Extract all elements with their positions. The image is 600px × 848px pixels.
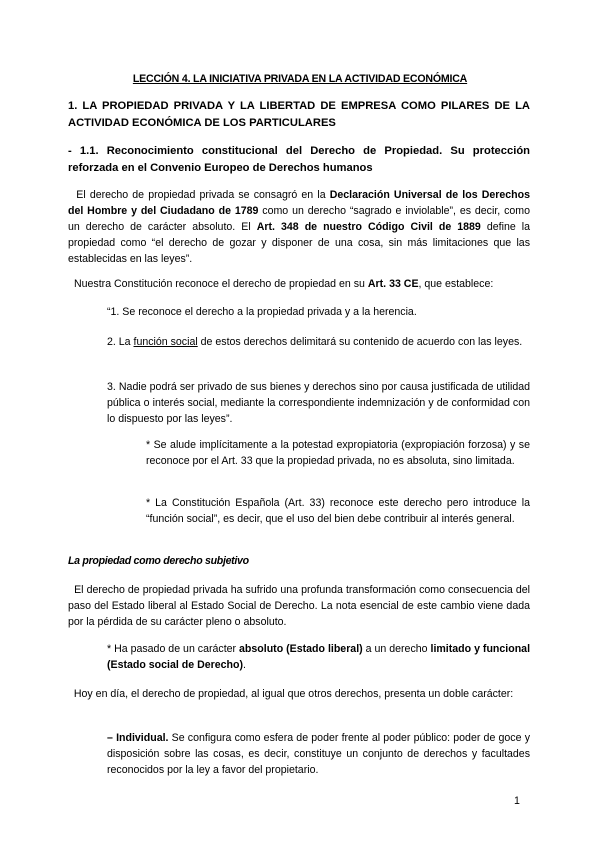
text: El derecho de propiedad privada se consagró en la — [76, 189, 330, 201]
text: define la propiedad como “el derecho de gozar y disponer de una cosa, sin más limitaciones que las establecidas en las leyes”. — [68, 221, 531, 265]
text: Hoy en día, el derecho de propiedad, al igual que otros derechos, presenta un doble carácter: — [73, 688, 514, 700]
text: a un derecho — [362, 643, 431, 655]
bold-text: Art. 348 de nuestro Código Civil de 1889 — [256, 221, 481, 233]
text: , que establece: — [418, 278, 494, 290]
text: . — [243, 659, 246, 671]
note-social-function: * La Constitución Española (Art. 33) reconoce este derecho pero introduce la “función social”, es decir, que el uso del bien debe contribuir al interés general. — [146, 497, 530, 525]
paragraph-individual — [107, 730, 530, 778]
note-expropiation: * Se alude implícitamente a la potestad expropiatoria (expropiación forzosa) y se reconoce por el Art. 33 que la propiedad privada, no es absoluta, sino limitada. — [146, 439, 530, 467]
paragraph-declaration — [68, 187, 530, 267]
page-number: 1 — [514, 795, 520, 807]
document-title: LECCIÓN 4. LA INICIATIVA PRIVADA EN LA ACTIVIDAD ECONÓMICA — [132, 73, 468, 85]
quote-point-2 — [107, 334, 530, 350]
bold-text: Declaración Universal de los Derechos del Hombre y del Ciudadano de 1789 — [68, 189, 531, 217]
paragraph-transformation — [68, 582, 530, 630]
text: de estos derechos delimitará su contenido de acuerdo con las leyes. — [197, 336, 523, 348]
underlined-text: función social — [133, 336, 198, 348]
text: El derecho de propiedad privada ha sufrido una profunda transformación como consecuencia del paso del Estado liberal al Estado Social de Derecho. La nota esencial de este cambio viene dada por la pérdida de su carácter pleno o absoluto. — [68, 584, 530, 628]
bold-text: Art. 33 CE — [367, 278, 419, 290]
text: * Ha pasado de un carácter — [107, 643, 240, 655]
text: Nuestra Constitución reconoce el derecho de propiedad en su — [74, 278, 368, 290]
section-heading: 1. LA PROPIEDAD PRIVADA Y LA LIBERTAD DE EMPRESA COMO PILARES DE LA ACTIVIDAD ECONÓMICA DE LOS PARTICULARES — [68, 100, 530, 129]
text: Se configura como esfera de poder frente al poder público: poder de goce y disposición sobre las cosas, es decir, constituye un conjunto de derechos y facultades reconocidos por la ley a favor del propietario. — [107, 732, 530, 776]
text: 2. La — [107, 336, 134, 348]
bold-text: limitado y funcional (Estado social de Derecho) — [107, 643, 531, 671]
subtitle: La propiedad como derecho subjetivo — [68, 555, 249, 567]
paragraph-character-change — [107, 641, 530, 673]
quote-point-1: “1. Se reconoce el derecho a la propiedad privada y a la herencia. — [107, 306, 417, 318]
bold-text: absoluto (Estado liberal) — [239, 643, 363, 655]
quote-point-3: 3. Nadie podrá ser privado de sus bienes y derechos sino por causa justificada de utilidad pública o interés social, mediante la correspondiente indemnización y de conformidad con lo dispuesto por las leyes”. — [107, 381, 530, 425]
subsection-heading: - 1.1. Reconocimiento constitucional del Derecho de Propiedad. Su protección reforzada en el Convenio Europeo de Derechos humanos — [68, 145, 530, 174]
text: como un derecho “sagrado e inviolable”, es decir, como un derecho de carácter absoluto. El — [68, 205, 530, 233]
paragraph-constitution — [74, 276, 530, 292]
bold-text: – Individual. — [107, 732, 169, 744]
paragraph-double-character — [68, 686, 530, 702]
